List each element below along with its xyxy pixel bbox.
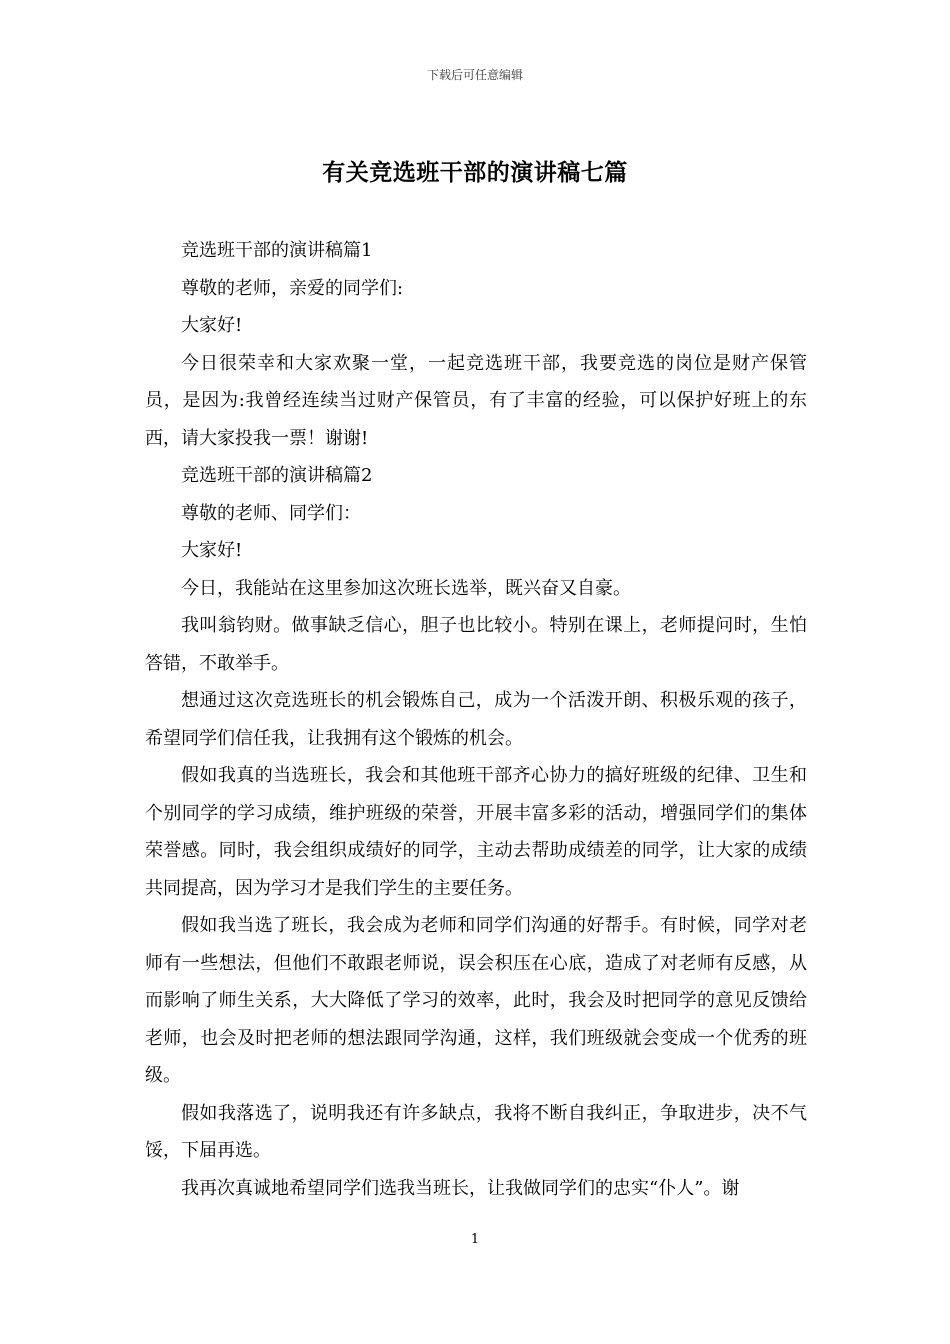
body-paragraph: 假如我真的当选班长，我会和其他班干部齐心协力的搞好班级的纪律、卫生和个别同学的学习成绩，维护班级的荣誉，开展丰富多彩的活动，增强同学们的集体荣誉感。同时，我会组织成绩好的同学，主动去帮助成绩差的同学，让大家的成绩共同提高，因为学习才是我们学生的主要任务。 <box>145 765 807 899</box>
greeting: 大家好! <box>181 540 243 561</box>
document-title: 有关竞选班干部的演讲稿七篇 <box>322 159 628 186</box>
body-paragraph: 假如我落选了，说明我还有许多缺点，我将不断自我纠正，争取进步，决不气馁，下届再选。 <box>145 1102 807 1161</box>
body-paragraph: 今日很荣幸和大家欢聚一堂，一起竞选班干部，我要竞选的岗位是财产保管员，是因为:我曾经连续当过财产保管员，有了丰富的经验，可以保护好班上的东西，请大家投我一票！谢谢! <box>145 352 807 449</box>
body-paragraph: 我叫翁钧财。做事缺乏信心，胆子也比较小。特别在课上，老师提问时，生怕答错，不敢举手。 <box>145 615 807 674</box>
body-paragraph: 假如我当选了班长，我会成为老师和同学们沟通的好帮手。有时候，同学对老师有一些想法，但他们不敢跟老师说，误会积压在心底，造成了对老师有反感，从而影响了师生关系，大大降低了学习的效率，此时，我会及时把同学的意见反馈给老师，也会及时把老师的想法跟同学沟通，这样，我们班级就会变成一个优秀的班级。 <box>145 915 807 1086</box>
header-note: 下载后可任意编辑 <box>426 68 523 82</box>
section-heading-2: 竞选班干部的演讲稿篇2 <box>181 465 373 486</box>
salutation: 尊敬的老师、同学们： <box>181 502 361 524</box>
section-heading-1: 竞选班干部的演讲稿篇1 <box>181 240 373 261</box>
body-paragraph: 今日，我能站在这里参加这次班长选举，既兴奋又自豪。 <box>181 577 631 599</box>
greeting: 大家好! <box>181 315 243 336</box>
document-body <box>145 232 807 1207</box>
body-paragraph: 想通过这次竞选班长的机会锻炼自己，成为一个活泼开朗、积极乐观的孩子，希望同学们信任我，让我拥有这个锻炼的机会。 <box>145 690 807 749</box>
salutation: 尊敬的老师，亲爱的同学们: <box>181 277 404 299</box>
body-paragraph: 我再次真诚地希望同学们选我当班长，让我做同学们的忠实“仆人”。谢 <box>181 1177 740 1199</box>
page-number: 1 <box>470 1232 480 1247</box>
